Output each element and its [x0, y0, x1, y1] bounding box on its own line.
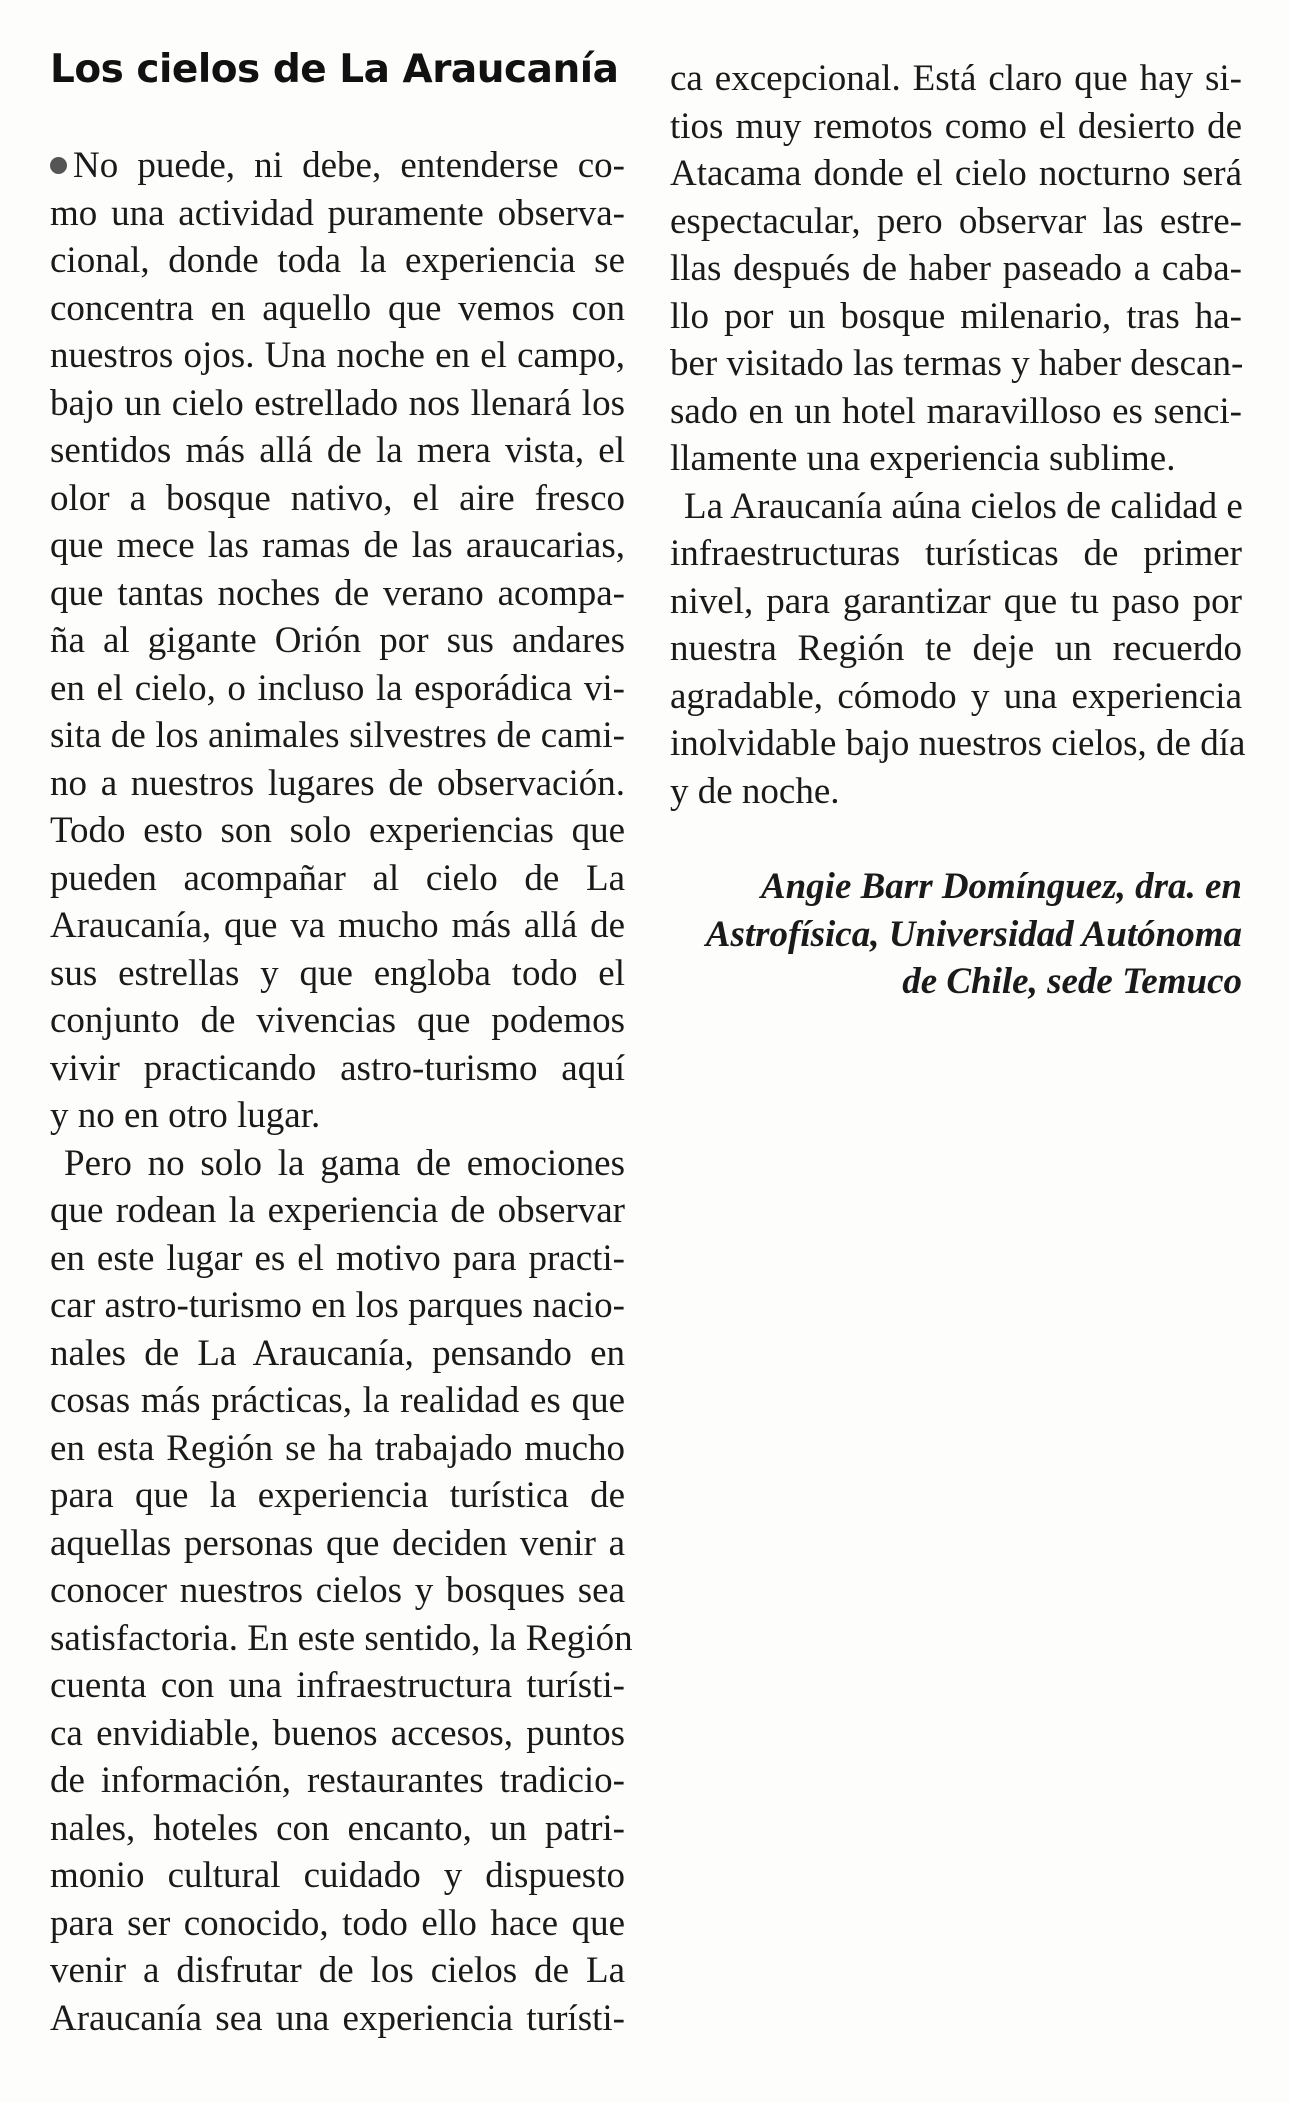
text-line: espectacular, pero observar las estre- — [670, 200, 1242, 242]
text-line: conocer nuestros cielos y bosques sea — [50, 1570, 625, 1611]
text-line: en esta Región se ha trabajado mucho — [50, 1427, 625, 1469]
text-line: en este lugar es el motivo para practi- — [50, 1237, 625, 1279]
text-line: y no en otro lugar. — [50, 1095, 321, 1136]
text-line: Atacama donde el cielo nocturno será — [670, 153, 1242, 194]
text-line: Pero no solo la gama de emociones — [64, 1142, 625, 1184]
text-line: concentra en aquello que vemos con — [50, 287, 625, 329]
text-line: nuestra Región te deje un recuerdo — [670, 628, 1242, 669]
text-line: de información, restaurantes tradicio- — [50, 1760, 625, 1801]
text-line: Araucanía sea una experiencia turísti- — [50, 1997, 625, 2039]
text-line: bajo un cielo estrellado nos llenará los — [50, 382, 625, 424]
text-line: cional, donde toda la experiencia se — [50, 240, 625, 281]
text-line: no a nuestros lugares de observación. — [50, 762, 625, 804]
text-line: monio cultural cuidado y dispuesto — [50, 1855, 625, 1896]
text-line: venir a disfrutar de los cielos de La — [50, 1950, 625, 1991]
bullet-icon — [50, 157, 67, 174]
text-line: sus estrellas y que engloba todo el — [50, 952, 625, 994]
text-line: cosas más prácticas, la realidad es que — [50, 1380, 625, 1421]
text-line: ca excepcional. Está claro que hay si- — [670, 58, 1242, 99]
text-line: nivel, para garantizar que tu paso por — [670, 580, 1242, 622]
text-line: infraestructuras turísticas de primer — [670, 533, 1242, 574]
text-line: nales de La Araucanía, pensando en — [50, 1332, 625, 1374]
text-line: inolvidable bajo nuestros cielos, de día — [670, 723, 1246, 764]
text-line: y de noche. — [670, 770, 840, 812]
paragraph-2 — [50, 1140, 633, 2043]
signature-line: de Chile, sede Temuco — [902, 961, 1242, 1002]
text-line: ber visitado las termas y haber descan- — [670, 343, 1244, 384]
text-line: car astro-turismo en los parques nacio- — [50, 1285, 625, 1326]
text-line: Araucanía, que va mucho más allá de — [50, 905, 625, 946]
signature-line: Angie Barr Domínguez, dra. en — [760, 866, 1242, 907]
text-line: para que la experiencia turística de — [50, 1475, 625, 1516]
text-line: que tantas noches de verano acompa- — [50, 572, 625, 614]
text-line: sado en un hotel maravilloso es senci- — [670, 390, 1242, 432]
text-line: llamente una experiencia sublime. — [670, 438, 1176, 479]
text-line: mo una actividad puramente observa- — [50, 192, 625, 234]
paragraph-3 — [670, 483, 1246, 816]
paragraph-2-continued — [670, 55, 1242, 483]
text-line: satisfactoria. En este sentido, la Región — [50, 1617, 633, 1659]
signature-line: Astrofísica, Universidad Autónoma — [705, 913, 1242, 955]
text-line: ña al gigante Orión por sus andares — [50, 620, 625, 661]
text-line: llas después de haber paseado a caba- — [670, 248, 1242, 289]
text-line: que rodean la experiencia de observar — [50, 1190, 625, 1231]
text-line: para ser conocido, todo ello hace que — [50, 1902, 625, 1944]
text-line: sentidos más allá de la mera vista, el — [50, 430, 625, 471]
text-line: nuestros ojos. Una noche en el campo, — [50, 335, 625, 376]
paragraph-1 — [50, 142, 625, 1140]
text-line: Todo esto son solo experiencias que — [50, 810, 625, 851]
text-line: en el cielo, o incluso la esporádica vi- — [50, 667, 625, 709]
text-line: llo por un bosque milenario, tras ha- — [670, 295, 1242, 337]
text-line: vivir practicando astro-turismo aquí — [50, 1047, 625, 1089]
left-column — [50, 40, 633, 2042]
article-title: Los cielos de La Araucanía — [50, 47, 619, 92]
text-line: olor a bosque nativo, el aire fresco — [50, 477, 625, 519]
text-line: pueden acompañar al cielo de La — [50, 857, 625, 899]
text-line: No puede, ni debe, entenderse co- — [50, 142, 625, 190]
text-line: agradable, cómodo y una experiencia — [670, 675, 1242, 717]
text-line: La Araucanía aúna cielos de calidad e — [684, 485, 1243, 527]
text-line: conjunto de vivencias que podemos — [50, 1000, 625, 1041]
text-line: ca envidiable, buenos accesos, puntos — [50, 1712, 625, 1754]
author-signature — [670, 863, 1242, 1006]
text-line: que mece las ramas de las araucarias, — [50, 525, 625, 566]
right-column — [670, 55, 1246, 1006]
text-line: tios muy remotos como el desierto de — [670, 105, 1242, 147]
text-line: cuenta con una infraestructura turísti- — [50, 1665, 625, 1706]
text-line: aquellas personas que deciden venir a — [50, 1522, 625, 1564]
text-line: nales, hoteles con encanto, un patri- — [50, 1807, 625, 1849]
text-line: sita de los animales silvestres de cami- — [50, 715, 625, 756]
